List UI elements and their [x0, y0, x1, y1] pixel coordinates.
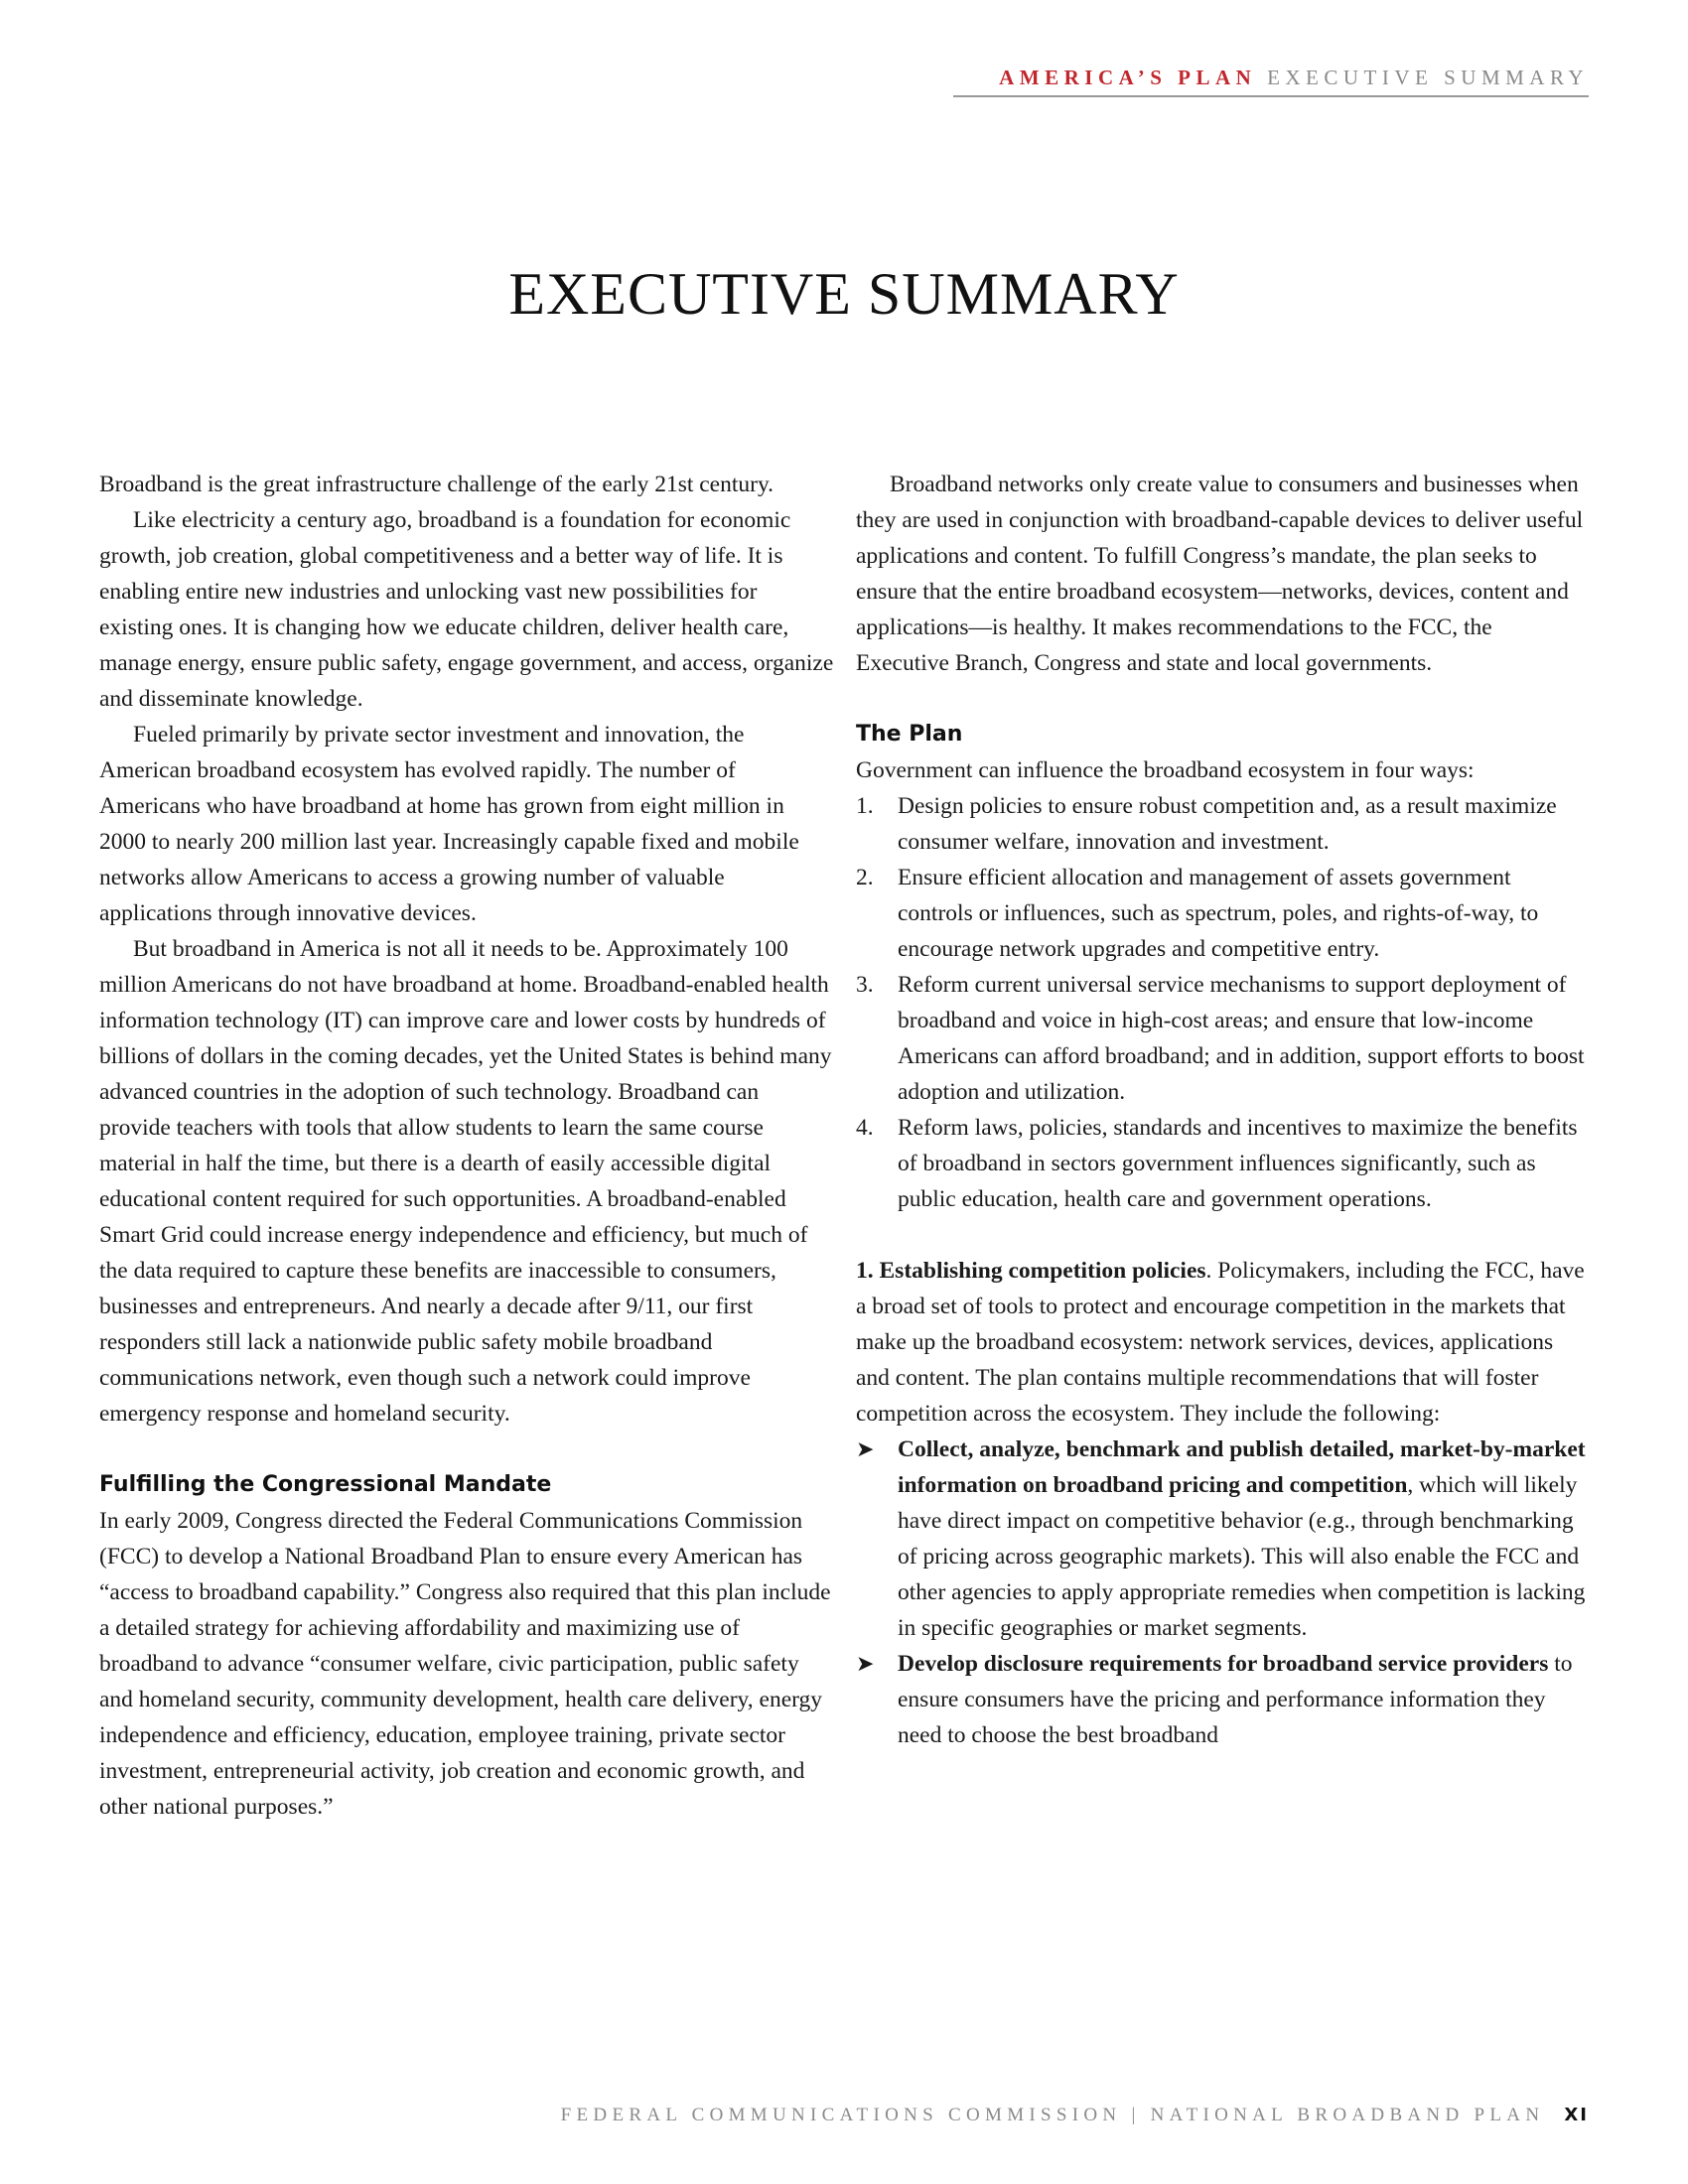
numbered-list [856, 788, 1591, 1217]
recommendation-bold: Collect, analyze, benchmark and publish detailed, market-by-market information on broadband pricing and competition [898, 1436, 1586, 1498]
list-number: 3. [856, 972, 874, 998]
list-number: 4. [856, 1115, 874, 1141]
recommendation-text: to ensure consumers have the pricing and performance information they need to choose the best broadband [898, 1651, 1573, 1748]
list-item [856, 860, 1591, 967]
page-title: EXECUTIVE SUMMARY [508, 261, 1180, 327]
competition-lead: 1. Establishing competition policies [856, 1258, 1206, 1284]
intro-paragraph: Broadband is the great infrastructure challenge of the early 21st century. [99, 472, 774, 497]
footer-text: FEDERAL COMMUNICATIONS COMMISSION | NATIONAL BROADBAND PLAN [560, 2105, 1545, 2125]
list-item-text: Reform laws, policies, standards and incentives to maximize the benefits of broadband in sectors government influences significantly, such as public education, health care and government operations. [898, 1115, 1578, 1212]
running-head-plan: AMERICA’S PLAN [999, 66, 1257, 89]
body-paragraph-electricity: Like electricity a century ago, broadband is a foundation for economic growth, job creation, global competitiveness and a better way of life. It is enabling entire new industries and unlocking vast new possibilities for existing ones. It is changing how we educate children, deliver health care, manage energy, ensure public safety, engage government, and access, organize and disseminate knowledge. [99, 507, 834, 712]
body-paragraph-mandate: In early 2009, Congress directed the Federal Communications Commission (FCC) to develop a National Broadband Plan to ensure every American has “access to broadband capability.” Congress also required that this plan include a detailed strategy for achieving affordability and maximizing use of broadband to advance “consumer welfare, civic participation, public safety and homeland security, community development, health care delivery, energy independence and efficiency, education, employee training, private sector investment, entrepreneurial activity, job creation and economic growth, and other national purposes.” [99, 1508, 831, 1820]
left-column [99, 467, 834, 1825]
list-item [856, 1110, 1591, 1217]
body-paragraph-ecosystem: Fueled primarily by private sector investment and innovation, the American broadband ecosystem has evolved rapidly. The number of Americans who have broadband at home has grown from eight million in 2000 to nearly 200 million last year. Increasingly capable fixed and mobile networks allow Americans to access a growing number of valuable applications through innovative devices. [99, 722, 799, 926]
list-item-text: Reform current universal service mechanisms to support deployment of broadband and voice in high-cost areas; and ensure that low-income Americans can afford broadband; and in addition, support efforts to boost adoption and utilization. [898, 972, 1585, 1105]
spacer [856, 681, 1591, 717]
body-paragraph-shortfalls: But broadband in America is not all it needs to be. Approximately 100 million Americans do not have broadband at home. Broadband-enabled health information technology (IT) can improve care and lower costs by hundreds of billions of dollars in the coming decades, yet the United States is behind many advanced countries in the adoption of such technology. Broadband can provide teachers with tools that allow students to learn the same course material in half the time, but there is a dearth of easily accessible digital educational content required for such opportunities. A broadband-enabled Smart Grid could increase energy independence and efficiency, but much of the data required to capture these benefits are inaccessible to consumers, businesses and entrepreneurs. And nearly a decade after 9/11, our first responders still lack a nationwide public safety mobile broadband communications network, even though such a network could improve emergency response and homeland security. [99, 936, 832, 1427]
page-number: XI [1564, 2105, 1589, 2125]
recommendation-bold: Develop disclosure requirements for broadband service providers [898, 1651, 1549, 1677]
recommendation-text: , which will likely have direct impact on competitive behavior (e.g., through benchmarking of pricing across geographic markets). This will also enable the FCC and other agencies to apply appropriate remedies when competition is lacking in specific geographies or market segments. [898, 1472, 1586, 1641]
list-item [856, 1646, 1591, 1753]
list-number: 1. [856, 793, 874, 819]
running-head-section: EXECUTIVE SUMMARY [1267, 66, 1589, 89]
right-column [856, 467, 1591, 1753]
list-item-text: Ensure efficient allocation and management of assets government controls or influences, such as spectrum, poles, and rights-of-way, to encourage network upgrades and competitive entry. [898, 865, 1539, 962]
list-item-text: Design policies to ensure robust competition and, as a result maximize consumer welfare, innovation and investment. [898, 793, 1557, 855]
competition-paragraph [856, 1253, 1591, 1432]
competition-text: . Policymakers, including the FCC, have a broad set of tools to protect and encourage competition in the markets that make up the broadband ecosystem: network services, devices, applications and content. The plan contains multiple recommendations that will foster competition across the ecosystem. They include the following: [856, 1258, 1585, 1427]
running-head [953, 66, 1589, 97]
list-number: 2. [856, 865, 874, 890]
page-footer [397, 2105, 1589, 2126]
section-heading-plan: The Plan [856, 722, 963, 747]
arrow-bullet-icon: ➤ [856, 1651, 875, 1676]
arrow-bullet-icon: ➤ [856, 1436, 875, 1461]
list-item [856, 1432, 1591, 1646]
body-paragraph-networks: Broadband networks only create value to consumers and businesses when they are used in conjunction with broadband-capable devices to deliver useful applications and content. To fulfill Congress’s mandate, the plan seeks to ensure that the entire broadband ecosystem—networks, devices, content and applications—is healthy. It makes recommendations to the FCC, the Executive Branch, Congress and state and local governments. [856, 472, 1584, 676]
list-item [856, 788, 1591, 860]
spacer [856, 1217, 1591, 1253]
spacer [99, 1432, 834, 1467]
section-heading-mandate: Fulfilling the Congressional Mandate [99, 1472, 552, 1497]
recommendation-list [856, 1432, 1591, 1753]
list-item [856, 967, 1591, 1110]
plan-intro: Government can influence the broadband ecosystem in four ways: [856, 757, 1475, 783]
